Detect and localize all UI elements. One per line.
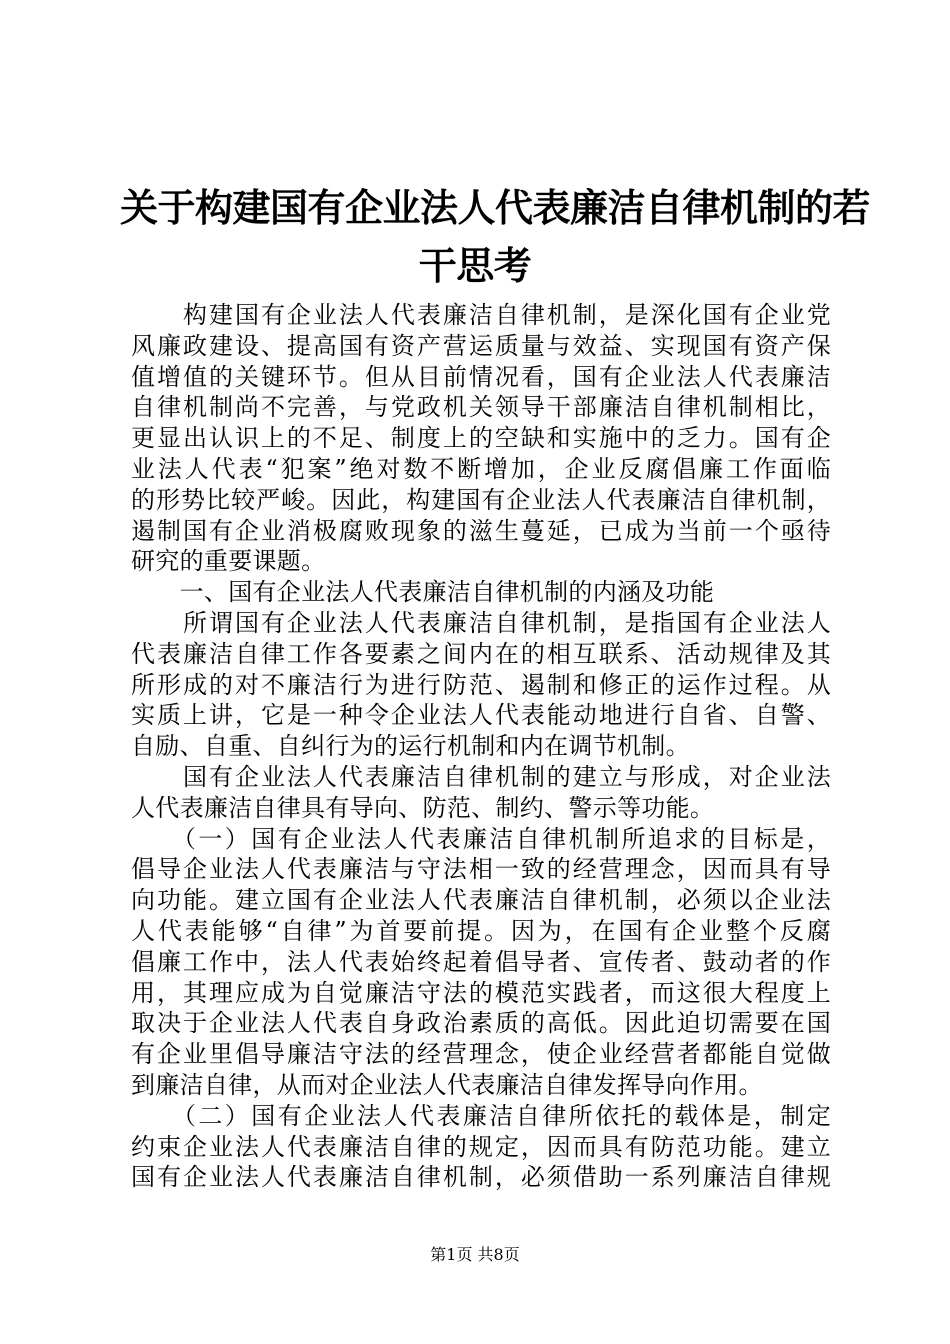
body-text-line: 业法人代表“犯案”绝对数不断增加，企业反腐倡廉工作面临 — [131, 454, 831, 483]
body-text-line: （一）国有企业法人代表廉洁自律机制所追求的目标是， — [131, 824, 831, 853]
body-text-line: 风廉政建设、提高国有资产营运质量与效益、实现国有资产保 — [131, 331, 831, 360]
body-text-line: 所谓国有企业法人代表廉洁自律机制，是指国有企业法人 — [131, 608, 831, 637]
body-text-line: 值增值的关键环节。但从目前情况看，国有企业法人代表廉洁 — [131, 362, 831, 391]
body-text-line: 倡导企业法人代表廉洁与守法相一致的经营理念，因而具有导 — [131, 855, 831, 884]
document-title-line-2: 干思考 — [418, 244, 532, 288]
document-title-line-1: 关于构建国有企业法人代表廉洁自律机制的若 — [120, 186, 871, 230]
body-text-line: 用，其理应成为自觉廉洁守法的模范实践者，而这很大程度上 — [131, 978, 831, 1007]
page-footer: 第1页 共8页 — [430, 1245, 520, 1264]
body-text-line: 所形成的对不廉洁行为进行防范、遏制和修正的运作过程。从 — [131, 670, 831, 699]
document-body — [131, 300, 831, 1193]
body-text-line: 代表廉洁自律工作各要素之间内在的相互联系、活动规律及其 — [131, 639, 831, 668]
body-text-line: 约束企业法人代表廉洁自律的规定，因而具有防范功能。建立 — [131, 1132, 831, 1161]
body-text-line: 向功能。建立国有企业法人代表廉洁自律机制，必须以企业法 — [131, 886, 831, 915]
body-text-line: 遏制国有企业消极腐败现象的滋生蔓延，已成为当前一个亟待 — [131, 516, 831, 545]
body-text-line: 研究的重要课题。 — [131, 547, 326, 576]
body-text-line: 自励、自重、自纠行为的运行机制和内在调节机制。 — [131, 732, 690, 761]
body-text-line: 实质上讲，它是一种令企业法人代表能动地进行自省、自警、 — [131, 701, 831, 730]
body-text-line: 一、国有企业法人代表廉洁自律机制的内涵及功能 — [131, 578, 715, 607]
body-text-line: 到廉洁自律，从而对企业法人代表廉洁自律发挥导向作用。 — [131, 1070, 763, 1099]
body-text-line: 人代表廉洁自律具有导向、防范、制约、警示等功能。 — [131, 793, 715, 822]
body-text-line: 取决于企业法人代表自身政治素质的高低。因此迫切需要在国 — [131, 1009, 831, 1038]
body-text-line: 的形势比较严峻。因此，构建国有企业法人代表廉洁自律机制， — [131, 485, 831, 514]
body-text-line: 人代表能够“自律”为首要前提。因为，在国有企业整个反腐 — [131, 916, 831, 945]
body-text-line: （二）国有企业法人代表廉洁自律所依托的载体是，制定 — [131, 1101, 831, 1130]
body-text-line: 国有企业法人代表廉洁自律机制的建立与形成，对企业法 — [131, 762, 831, 791]
body-text-line: 倡廉工作中，法人代表始终起着倡导者、宣传者、鼓动者的作 — [131, 947, 831, 976]
body-text-line: 自律机制尚不完善，与党政机关领导干部廉洁自律机制相比， — [131, 393, 831, 422]
body-text-line: 国有企业法人代表廉洁自律机制，必须借助一系列廉洁自律规 — [131, 1163, 831, 1192]
body-text-line: 构建国有企业法人代表廉洁自律机制，是深化国有企业党 — [131, 301, 831, 329]
body-text-line: 更显出认识上的不足、制度上的空缺和实施中的乏力。国有企 — [131, 424, 831, 453]
body-text-line: 有企业里倡导廉洁守法的经营理念，使企业经营者都能自觉做 — [131, 1040, 831, 1069]
